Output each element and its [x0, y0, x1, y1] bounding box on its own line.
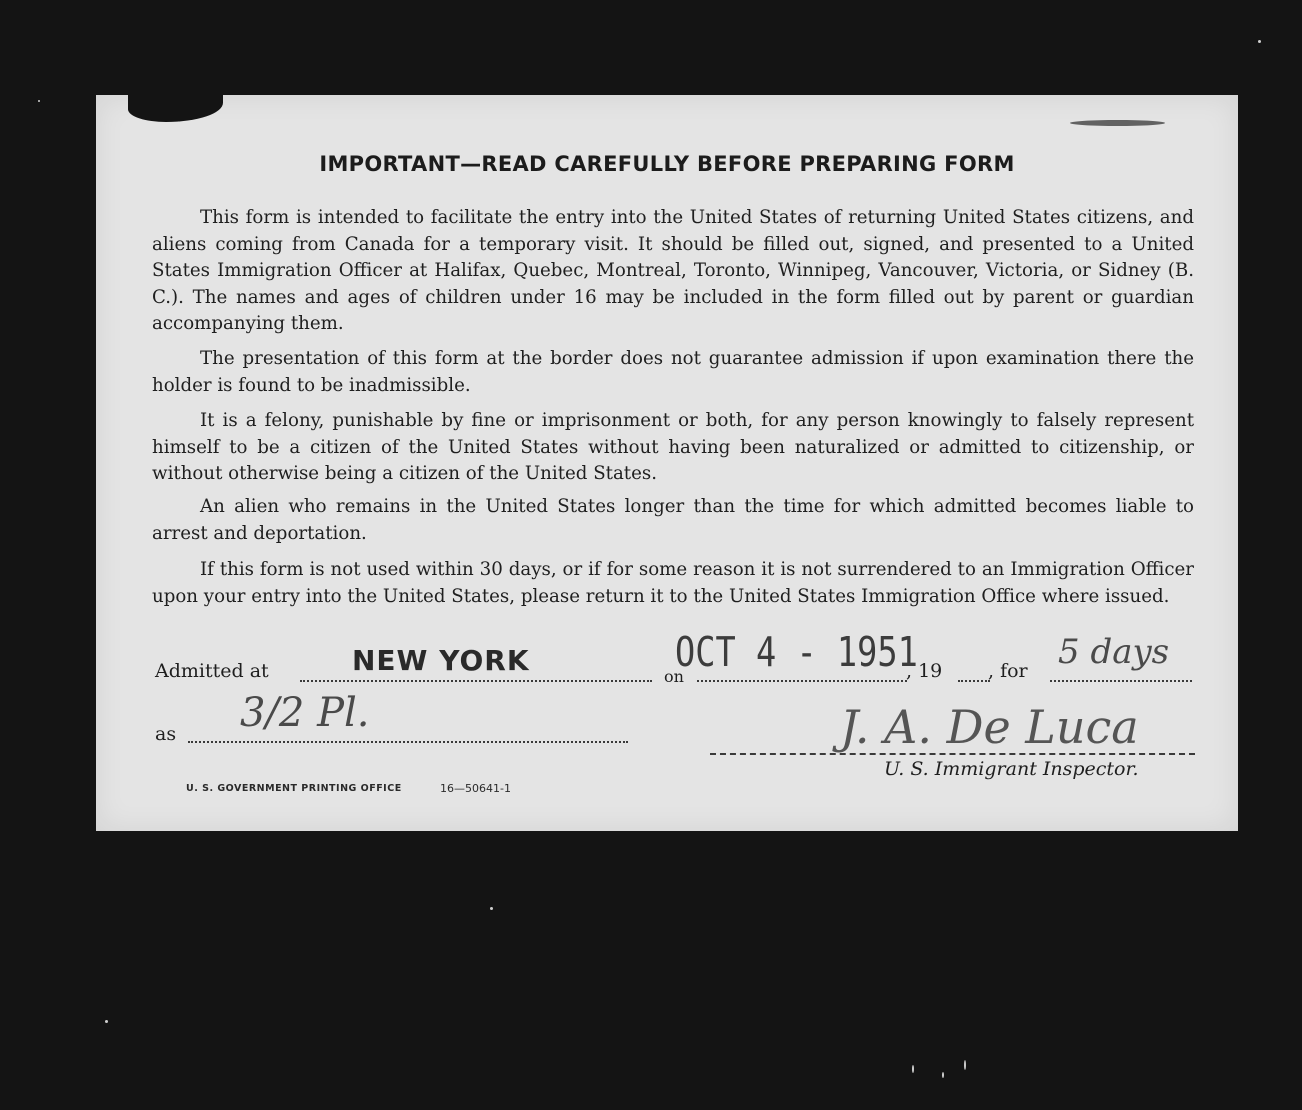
- speck: [38, 100, 40, 102]
- for-label: , for: [988, 660, 1028, 682]
- admitted-at-line: [300, 680, 652, 682]
- inspector-signature: J. A. De Luca: [840, 700, 1139, 754]
- speck: [912, 1065, 914, 1073]
- signature-line: [710, 753, 1195, 755]
- speck: [105, 1020, 108, 1023]
- admitted-at-stamp: NEW YORK: [352, 644, 530, 677]
- inspector-title: U. S. Immigrant Inspector.: [884, 758, 1139, 780]
- paper-mark: [1070, 120, 1165, 126]
- class-line: [188, 741, 628, 743]
- speck: [942, 1072, 944, 1078]
- admission-date-stamp: OCT 4 - 1951: [675, 628, 918, 676]
- speck: [964, 1060, 966, 1070]
- on-label: on: [664, 667, 684, 686]
- year-label: , 19: [906, 660, 943, 682]
- date-line: [697, 680, 907, 682]
- paragraph-felony-warning: It is a felony, punishable by fine or imprisonment or both, for any person knowingly to falsely represent himself to be a citizen of the United States without having been naturalized or admitted to citizenship, or without otherwise being a citizen of the United States.: [152, 410, 1194, 484]
- duration-handwritten: 5 days: [1058, 632, 1170, 672]
- as-label: as: [155, 723, 177, 745]
- admitted-at-label: Admitted at: [155, 660, 269, 682]
- paragraph-admission-notice: The presentation of this form at the border does not guarantee admission if upon examination there the holder is found to be inadmissible.: [152, 348, 1194, 396]
- form-number: 16—50641-1: [440, 782, 511, 795]
- year-line: [958, 680, 990, 682]
- speck: [1258, 40, 1261, 43]
- paragraph-deportation-warning: An alien who remains in the United States longer than the time for which admitted becomes liable to arrest and deportation.: [152, 496, 1194, 544]
- paragraph-return-instructions: If this form is not used within 30 days, or if for some reason it is not surrendered to an Immigration Officer upon your entry into the United States, please return it to the United States Immigration Office where issued.: [152, 559, 1194, 607]
- printing-office-imprint: U. S. GOVERNMENT PRINTING OFFICE: [186, 783, 402, 794]
- paragraph-purpose: This form is intended to facilitate the entry into the United States of returning United States citizens, and aliens coming from Canada for a temporary visit. It should be filled out, signed, and presented to a United States Immigration Officer at Halifax, Quebec, Montreal, Toronto, Winnipeg, Vancouver, Victoria, or Sidney (B. C.). The names and ages of children under 16 may be included in the form filled out by parent or guardian accompanying them.: [152, 207, 1194, 334]
- speck: [490, 907, 493, 910]
- duration-line: [1050, 680, 1192, 682]
- form-heading: IMPORTANT—READ CAREFULLY BEFORE PREPARING FORM: [319, 152, 1015, 176]
- class-handwritten: 3/2 Pl.: [240, 690, 370, 736]
